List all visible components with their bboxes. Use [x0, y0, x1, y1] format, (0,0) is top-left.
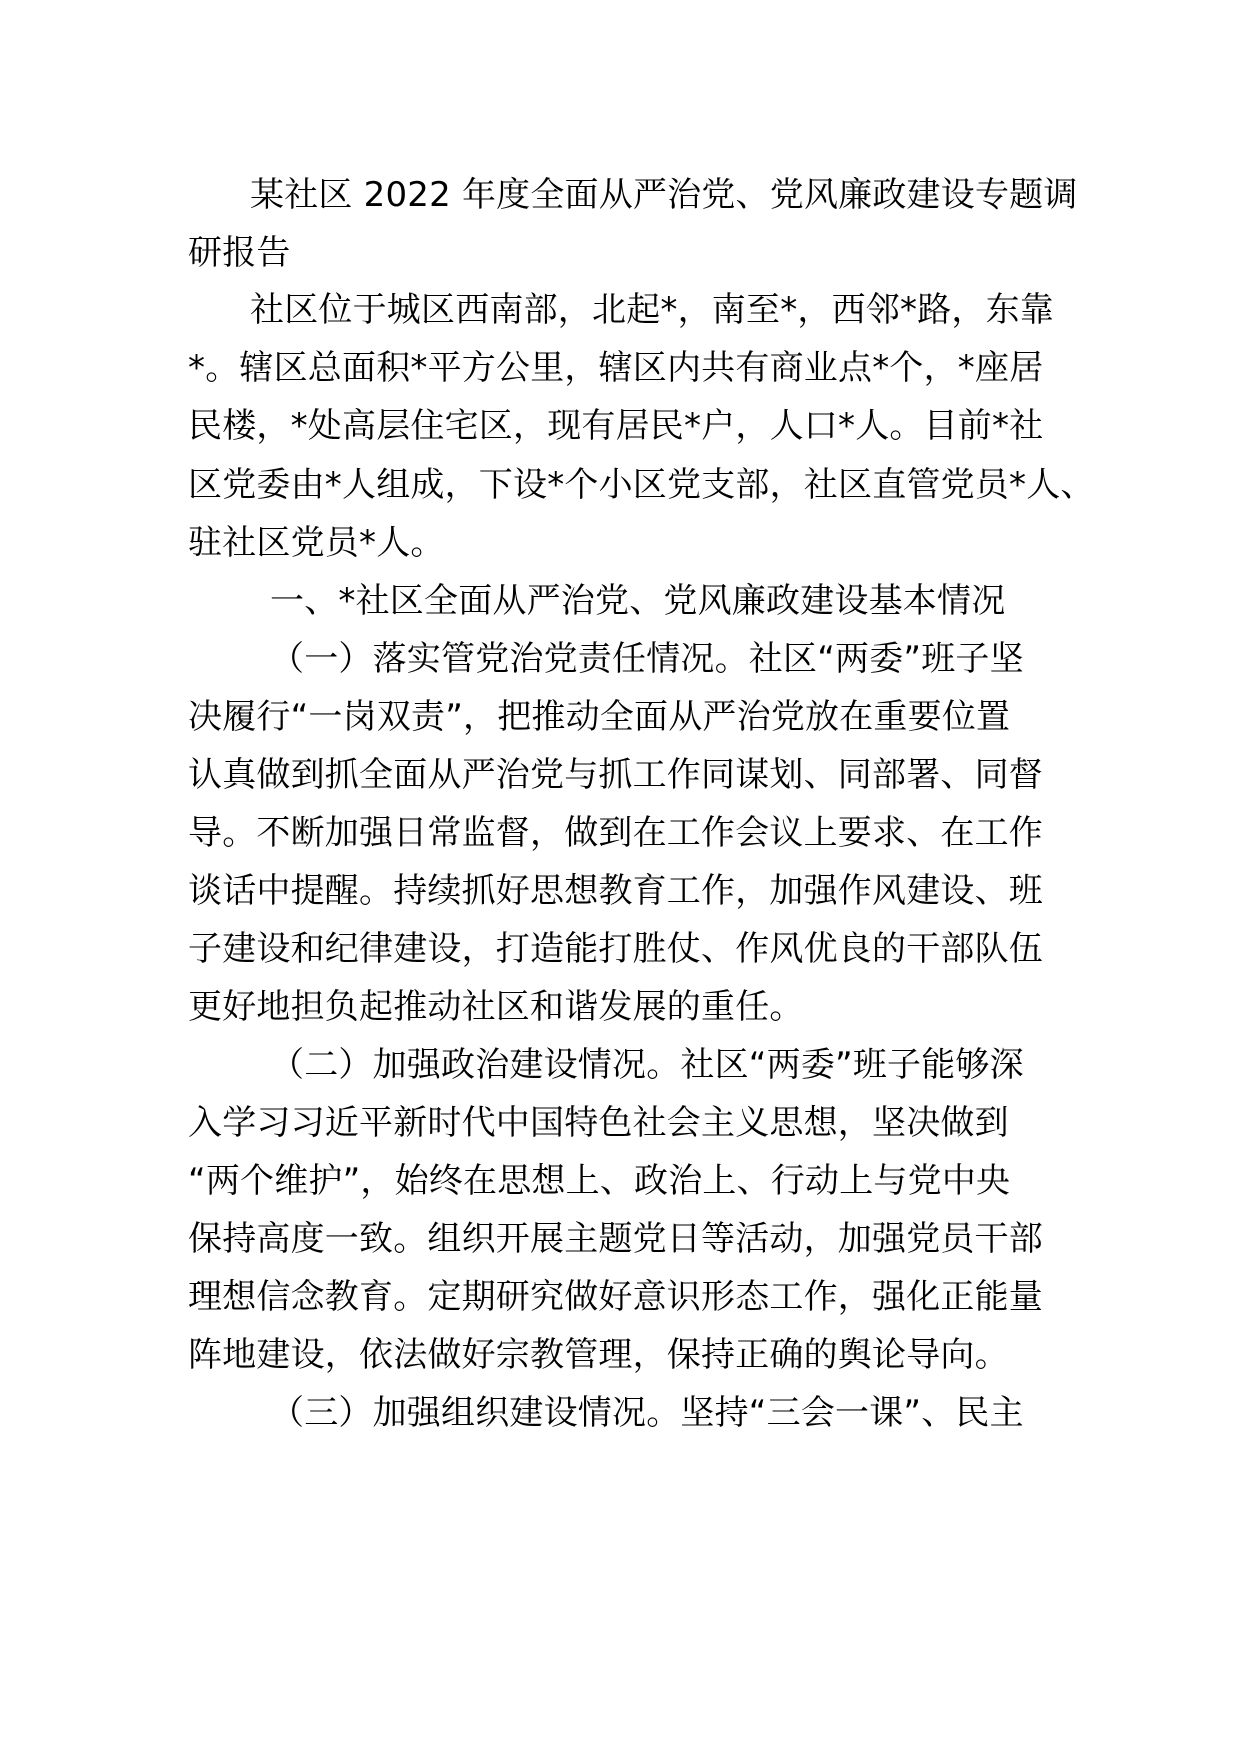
- title-line-1: 某社区 2022 年度全面从严治党、党风廉政建设专题调: [250, 175, 1078, 215]
- para-1-line-5: 谈话中提醒。持续抓好思想教育工作，加强作风建设、班: [188, 871, 1043, 911]
- intro-line-1: 社区位于城区西南部，北起*，南至*，西邻*路，东靠: [250, 290, 1054, 330]
- intro-line-3: 民楼，*处高层住宅区，现有居民*户，人口*人。目前*社: [188, 406, 1044, 446]
- para-1-line-6: 子建设和纪律建设，打造能打胜仗、作风优良的干部队伍: [188, 929, 1043, 969]
- para-3-line-1: （三）加强组织建设情况。坚持“三会一课”、民主: [270, 1393, 1024, 1433]
- para-2-line-1: （二）加强政治建设情况。社区“两委”班子能够深: [270, 1045, 1024, 1085]
- para-1-line-7: 更好地担负起推动社区和谐发展的重任。: [188, 987, 804, 1027]
- para-2-line-6: 阵地建设，依法做好宗教管理，保持正确的舆论导向。: [188, 1335, 1009, 1375]
- intro-line-5: 驻社区党员*人。: [188, 523, 445, 563]
- section-heading-1: 一、*社区全面从严治党、党风廉政建设基本情况: [270, 581, 1006, 621]
- para-1-line-4: 导。不断加强日常监督，做到在工作会议上要求、在工作: [188, 813, 1043, 853]
- para-1-line-3: 认真做到抓全面从严治党与抓工作同谋划、同部署、同督: [188, 755, 1043, 795]
- para-2-line-3: “两个维护”，始终在思想上、政治上、行动上与党中央: [188, 1161, 1011, 1201]
- para-2-line-5: 理想信念教育。定期研究做好意识形态工作，强化正能量: [188, 1277, 1043, 1317]
- para-1-line-1: （一）落实管党治党责任情况。社区“两委”班子坚: [270, 639, 1024, 679]
- para-2-line-4: 保持高度一致。组织开展主题党日等活动，加强党员干部: [188, 1219, 1043, 1259]
- intro-line-2: *。辖区总面积*平方公里，辖区内共有商业点*个，*座居: [188, 348, 1044, 388]
- title-line-2: 研报告: [188, 233, 291, 273]
- intro-line-4: 区党委由*人组成，下设*个小区党支部，社区直管党员*人、: [188, 465, 1095, 505]
- para-1-line-2: 决履行“一岗双责”，把推动全面从严治党放在重要位置: [188, 697, 1011, 737]
- para-2-line-2: 入学习习近平新时代中国特色社会主义思想，坚决做到: [188, 1103, 1009, 1143]
